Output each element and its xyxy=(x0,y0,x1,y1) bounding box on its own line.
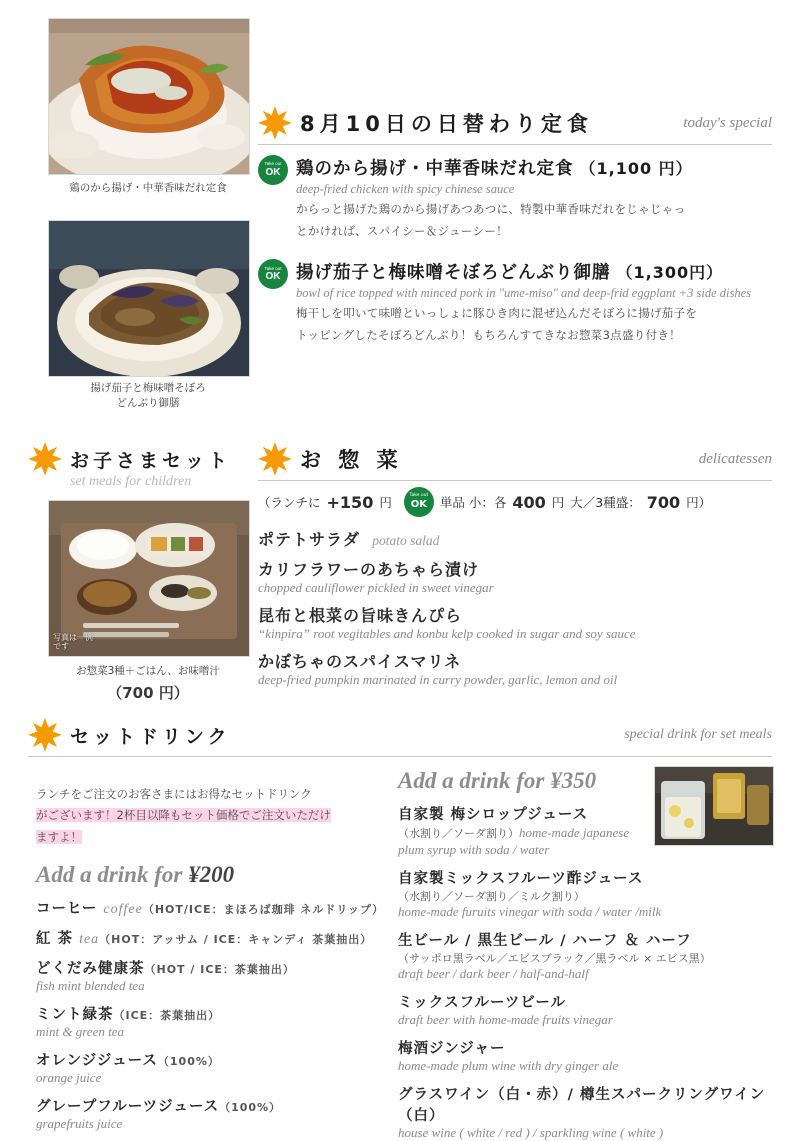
lead-line-2: がございます！2杯目以降もセット価格でご注文いただけ xyxy=(36,808,331,823)
deli-title: お 惣 菜 xyxy=(300,448,403,472)
special-dish-1 xyxy=(258,155,772,241)
drink-name-en: mint & green tea xyxy=(36,1023,124,1039)
dish-1-en: deep-fried chicken with spicy chinese sauce xyxy=(296,182,515,196)
special-title: 8月10日の日替わり定食 xyxy=(300,112,593,136)
deli-unit-label: 単品 小：各 xyxy=(439,495,507,510)
drink-name-en: orange juice xyxy=(36,1069,102,1085)
deli-unit-yen-2: 円） xyxy=(686,495,712,510)
section-set-drink xyxy=(28,718,772,757)
drink-item xyxy=(398,1083,778,1141)
drink-sub: （100%） xyxy=(219,1100,282,1114)
dish-photo-caption-1: 鶏のから揚げ・中華香味だれ定食 xyxy=(69,182,227,194)
star-icon xyxy=(28,442,62,476)
add-drink-200-price: ¥200 xyxy=(188,861,235,887)
deli-heading-row xyxy=(258,442,772,476)
deli-item-jp: 昆布と根菜の旨味きんぴら xyxy=(258,606,463,625)
kids-photo-caption: お惣菜3種＋ごはん、お味噌汁 xyxy=(76,665,220,677)
deli-lunch-add-prefix: （ランチに xyxy=(258,495,321,510)
add-drink-350-heading: Add a drink for ¥350 xyxy=(398,768,597,793)
drink-name-jp: ミックスフルーツビール xyxy=(398,995,567,1011)
drink-name-jp: ミント緑茶 xyxy=(36,1006,114,1023)
drink-item xyxy=(398,803,778,858)
drink-sub: （ICE：茶葉抽出） xyxy=(113,1008,221,1022)
kids-title: お子さまセット xyxy=(70,449,232,472)
deli-unit-price-large: 700 xyxy=(646,492,681,512)
drink-name-jp: 自家製ミックスフルーツ酢ジュース xyxy=(398,871,644,887)
dish-photo-caption-2 xyxy=(48,381,248,411)
drink-lead-text xyxy=(36,784,386,848)
kids-title-en: set meals for children xyxy=(70,474,192,489)
drink-sub: （HOT：アッサム / ICE：キャンディ 茶葉抽出） xyxy=(99,932,373,946)
dish-1-name: 鶏のから揚げ・中華香味だれ定食 xyxy=(296,159,574,179)
deli-lunch-add-yen: 円 xyxy=(379,495,392,510)
drink-name-jp: コーヒー xyxy=(36,900,98,917)
drink-item xyxy=(36,897,386,918)
drink-name-en: tea xyxy=(79,931,100,947)
star-icon xyxy=(28,718,62,752)
section-delicatessen xyxy=(258,442,772,695)
dish-photo-eggplant-bowl xyxy=(48,220,250,377)
divider xyxy=(258,144,772,145)
takeout-ok-badge-icon: Take out OK xyxy=(404,487,434,517)
drink-item xyxy=(36,1049,386,1086)
deli-item xyxy=(258,527,772,550)
deli-item-en: potato salad xyxy=(372,533,440,548)
deli-item xyxy=(258,649,772,688)
drink-name-en: draft beer / dark beer / half-and-half xyxy=(398,966,589,981)
drinks-200-column xyxy=(36,784,386,1132)
dish-2-en: bowl of rice topped with minced pork in "ume-miso" and deep-frid eggplant +3 side dishes xyxy=(296,286,751,301)
drink-item xyxy=(398,929,778,982)
drink-name-jp: グラスワイン（白・赤）/ 樽生スパークリングワイン（白） xyxy=(398,1087,766,1124)
drink-name-en: fish mint blended tea xyxy=(36,977,145,993)
star-icon xyxy=(258,442,292,476)
drink-title: セットドリンク xyxy=(70,725,231,748)
dish-2-price: （1,300円） xyxy=(616,263,724,283)
kids-heading-row xyxy=(28,442,243,476)
deli-item-jp: かぼちゃのスパイスマリネ xyxy=(258,652,462,671)
drink-name-jp: どくだみ健康茶 xyxy=(36,960,145,977)
deli-item-jp: ポテトサラダ xyxy=(258,530,360,549)
dish-1-price: （1,100 円） xyxy=(579,159,693,178)
deli-item-list xyxy=(258,527,772,688)
drink-name-jp: オレンジジュース xyxy=(36,1052,158,1069)
drink-name-en: grapefruits juice xyxy=(36,1115,123,1131)
drink-name-en: coffee xyxy=(103,901,143,917)
deli-item-en: deep-fried pumpkin marinated in curry powder, garlic, lemon and oil xyxy=(258,672,618,687)
dish-1-desc-line-1: からっと揚げた鶏のから揚げあつあつに、特製中華香味だれをじゃじゃっ xyxy=(296,202,686,216)
deli-item xyxy=(258,603,772,642)
drink-name-jp: グレープフルーツジュース xyxy=(36,1098,220,1115)
drink-name-en: home-made furuits vinegar with soda / water /milk xyxy=(398,904,662,919)
photo-note: 写真は一例 です xyxy=(53,632,93,652)
drink-sub: （水割り／ソーダ割り） xyxy=(398,827,519,840)
deli-lunch-add-amount: +150 xyxy=(326,492,374,512)
drink-name-jp: 梅酒ジンジャー xyxy=(398,1041,506,1057)
divider xyxy=(28,756,772,757)
deli-title-en: delicatessen xyxy=(698,450,772,467)
deli-item xyxy=(258,557,772,596)
add-drink-200-heading: Add a drink for ¥200 xyxy=(36,861,235,887)
special-heading-row xyxy=(258,106,772,140)
dish-2-name: 揚げ茄子と梅味噌そぼろどんぶり御膳 xyxy=(296,263,611,284)
lead-line-1: ランチをご注文のお客さまにはお得なセットドリンク xyxy=(36,787,312,801)
drink-sub: （サッポロ黒ラベル／エビスブラック／黒ラベル × エビス黒） xyxy=(398,952,711,965)
lead-line-3: ますよ！ xyxy=(36,829,82,844)
drinks-350-column xyxy=(398,768,778,1141)
drink-sub: （HOT / ICE：茶葉抽出） xyxy=(144,962,295,976)
drink-title-en: special drink for set meals xyxy=(624,727,772,742)
deli-unit-yen-1: 円 xyxy=(551,495,565,510)
drink-name-jp: 自家製 梅シロップジュース xyxy=(398,807,589,823)
star-icon xyxy=(258,106,292,140)
drink-name-jp: 生ビール / 黒生ビール / ハーフ ＆ ハーフ xyxy=(398,933,692,949)
kids-price: （700 円） xyxy=(107,684,189,702)
special-title-en: today's special xyxy=(683,114,772,131)
kids-set-photo xyxy=(48,500,250,657)
drink-item xyxy=(36,1003,386,1040)
drink-name-en-2: plum syrup with soda / water xyxy=(398,842,550,857)
drink-sub: （100%） xyxy=(157,1054,220,1068)
dish-1-desc-line-2: とかければ、スパイシー＆ジューシー！ xyxy=(296,224,508,239)
drink-heading-row xyxy=(28,718,772,752)
drink-name-en: home-made japanese xyxy=(519,825,630,840)
section-kids-set xyxy=(28,442,243,490)
add-drink-350-price: ¥350 xyxy=(550,768,597,793)
deli-item-en: chopped cauliflower pickled in sweet vinegar xyxy=(258,580,494,595)
dish-2-desc-line-1: 梅干しを叩いて味噌といっしょに豚ひき肉に混ぜ込んだそぼろに揚げ茄子を xyxy=(296,306,698,321)
deli-unit-price-small: 400 xyxy=(512,492,546,512)
dish-photo-fried-chicken xyxy=(48,18,250,175)
drink-item xyxy=(36,927,386,948)
deli-unit-large-label: 大／3種盛： xyxy=(570,495,641,510)
caption-line-2: どんぶり御膳 xyxy=(116,397,180,410)
takeout-ok-badge-icon: Take out OK xyxy=(258,259,288,289)
deli-item-jp: カリフラワーのあちゃら漬け xyxy=(258,560,480,579)
drink-item xyxy=(398,991,778,1028)
caption-line-1: 揚げ茄子と梅味噌そぼろ xyxy=(90,382,206,394)
drink-sub: （HOT/ICE：まほろば珈琲 ネルドリップ） xyxy=(142,902,385,916)
drink-item xyxy=(36,1095,386,1132)
deli-price-row xyxy=(258,487,772,517)
drink-item xyxy=(398,867,778,920)
divider xyxy=(258,480,772,481)
drink-name-en: draft beer with home-made fruits vinegar xyxy=(398,1012,613,1027)
section-todays-special xyxy=(258,106,772,346)
drink-item xyxy=(398,1037,778,1074)
drink-name-en: house wine ( white / red ) / sparkling wine ( white ) xyxy=(398,1125,664,1140)
drink-name-jp: 紅 茶 xyxy=(36,930,74,947)
special-dish-2 xyxy=(258,259,772,345)
deli-item-en: “kinpira” root vegitables and konbu kelp cooked in sugar and soy sauce xyxy=(258,626,636,641)
takeout-ok-badge-icon: Take out OK xyxy=(258,155,288,185)
drink-sub: （水割り／ソーダ割り／ミルク割り） xyxy=(398,890,585,903)
drink-item xyxy=(36,957,386,994)
dish-2-desc-line-2: トッピングしたそぼろどんぶり！もちろんすてきなお惣菜3点盛り付き！ xyxy=(296,328,681,343)
drink-name-en: home-made plum wine with dry ginger ale xyxy=(398,1058,619,1073)
